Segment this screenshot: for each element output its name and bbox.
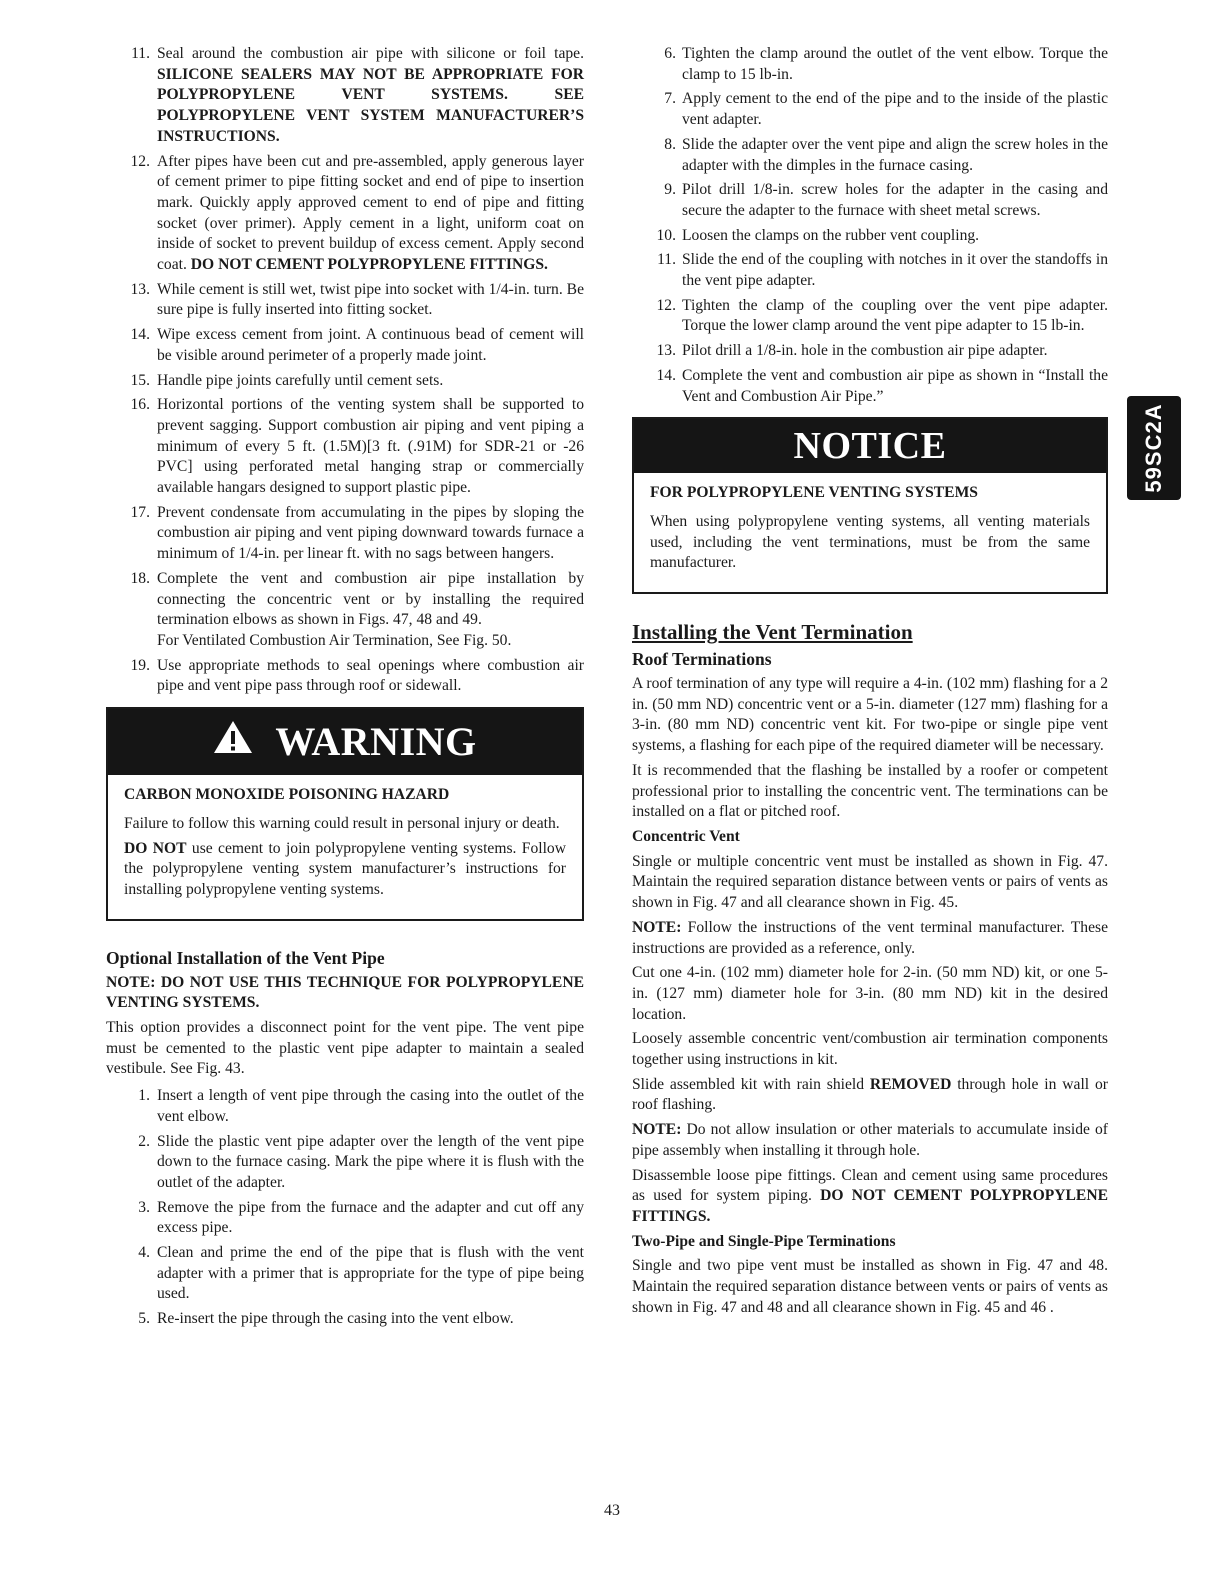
optional-step-2: 2. Slide the plastic vent pipe adapter over the length of the vent pipe down to the furnace casing. Mark the pipe where it is flush with the outlet of the adapter. xyxy=(138,1132,584,1191)
disassemble-paragraph: Disassemble loose pipe fittings. Clean and cement using same procedures as used for system piping. DO NOT CEMENT POLYPROPYLENE FITTINGS. xyxy=(632,1166,1108,1225)
step-12: 12. After pipes have been cut and pre-assembled, apply generous layer of cement primer to pipe fitting socket and end of pipe to insertion mark. Quickly apply approved cement to end of pipe and fitting socket (over primer). Apply cement in a light, uniform coat on inside of socket to prevent buildup of excess cement. Apply second coat. DO NOT CEMENT POLYPROPYLENE FITTINGS. xyxy=(130,152,584,274)
notice-title: FOR POLYPROPYLENE VENTING SYSTEMS xyxy=(650,484,978,502)
step-15: 15. Handle pipe joints carefully until cement sets. xyxy=(130,371,444,389)
optional-step-8: 8. Slide the adapter over the vent pipe and align the screw holes in the adapter with the dimples in the furnace casing. xyxy=(664,135,1108,174)
installing-vent-termination-heading: Installing the Vent Termination xyxy=(632,620,913,645)
loosely-assemble-paragraph: Loosely assemble concentric vent/combustion air termination components together using instructions in kit. xyxy=(632,1030,1108,1069)
optional-step-10: 10. Loosen the clamps on the rubber vent coupling. xyxy=(656,226,980,244)
step-17: 17. Prevent condensate from accumulating in the pipes by sloping the combustion air piping and vent piping downward towards furnace a minimum of 1/4-in. per linear ft. with no sags between hangers. xyxy=(130,503,584,563)
optional-step-14: 14. Complete the vent and combustion air pipe as shown in “Install the Vent and Combustion Air Pipe.” xyxy=(656,366,1108,405)
optional-step-7: 7. Apply cement to the end of the pipe and to the inside of the plastic vent adapter. xyxy=(664,90,1108,129)
right-column xyxy=(632,44,1108,1322)
warning-text-2: DO NOT use cement to join polypropylene venting systems. Follow the polypropylene venting system manufacturer’s instructions for installing polypropylene venting systems. xyxy=(124,839,566,898)
optional-step-13: 13. Pilot drill a 1/8-in. hole in the combustion air pipe adapter. xyxy=(656,342,1048,360)
roof-terminations-heading: Roof Terminations xyxy=(632,649,772,670)
warning-text-1: Failure to follow this warning could result in personal injury or death. xyxy=(124,814,560,832)
step-13: 13. While cement is still wet, twist pipe into socket with 1/4-in. turn. Be sure pipe is fully inserted into fitting socket. xyxy=(130,280,584,319)
concentric-vent-heading: Concentric Vent xyxy=(632,827,740,845)
page-number: 43 xyxy=(604,1502,620,1519)
two-pipe-paragraph: Single and two pipe vent must be installed as shown in Fig. 47 and 48. Maintain the required separation distance between vents or pairs of vents as shown in Fig. 47 and 48 and all clearance shown in Fig. 45 and 46 . xyxy=(632,1257,1108,1316)
optional-step-1: 1. Insert a length of vent pipe through the casing into the outlet of the vent elbow. xyxy=(138,1087,584,1125)
optional-step-5: 5. Re-insert the pipe through the casing into the vent elbow. xyxy=(138,1310,514,1328)
optional-step-9: 9. Pilot drill 1/8-in. screw holes for the adapter in the casing and secure the adapter to the furnace with sheet metal screws. xyxy=(664,181,1108,219)
optional-note: NOTE: DO NOT USE THIS TECHNIQUE FOR POLYPROPYLENE VENTING SYSTEMS. xyxy=(106,973,584,1012)
note-2: NOTE: Do not allow insulation or other materials to accumulate inside of pipe assembly when installing it through hole. xyxy=(632,1121,1108,1159)
step-16: 16. Horizontal portions of the venting system shall be supported to prevent sagging. Support combustion air piping and vent piping a minimum of every 5 ft. (1.5M)[3 ft. (.91M) for SDR-21 or -26 PVC] using perforated metal hanging strap or commercially available hangars designed to support plastic pipe. xyxy=(130,396,584,497)
step-14: 14. Wipe excess cement from joint. A continuous bead of cement will be visible around perimeter of a properly made joint. xyxy=(130,326,584,364)
notice-text: When using polypropylene venting systems, all venting materials used, including the vent terminations, must be from the same manufacturer. xyxy=(650,512,1090,572)
step-18: 18. Complete the vent and combustion air pipe installation by connecting the concentric vent or by installing the required termination elbows as shown in Figs. 47, 48 and 49. For Ventilated Combustion Air Termination, See Fig. 50. xyxy=(130,569,584,649)
warning-header: WARNING xyxy=(108,709,582,775)
procedure-steps-continued xyxy=(106,44,584,697)
optional-installation-heading: Optional Installation of the Vent Pipe xyxy=(106,947,385,968)
optional-step-6: 6. Tighten the clamp around the outlet of the vent elbow. Torque the clamp to 15 lb-in. xyxy=(664,45,1108,83)
step-19: 19. Use appropriate methods to seal openings where combustion air pipe and vent pipe pass through roof or sidewall. xyxy=(130,656,584,695)
left-column xyxy=(106,44,584,1334)
two-pipe-heading: Two-Pipe and Single-Pipe Terminations xyxy=(632,1232,896,1250)
roof-paragraph-1: A roof termination of any type will require a 4-in. (102 mm) flashing for a 2 in. (50 mm ND) concentric vent or a 5-in. diameter (127 mm) flashing for a 3-in. (80 mm ND) concentric vent kit. For two-pipe or single pipe vent systems, a flashing for each pipe of the required diameter will be necessary. xyxy=(632,675,1108,755)
warning-title: CARBON MONOXIDE POISONING HAZARD xyxy=(124,786,450,804)
optional-step-12: 12. Tighten the clamp of the coupling over the vent pipe adapter. Torque the lower clamp around the vent pipe adapter to 15 lb-in. xyxy=(656,296,1108,335)
note-1: NOTE: Follow the instructions of the vent terminal manufacturer. These instructions are provided as a reference, only. xyxy=(632,918,1108,957)
notice-header: NOTICE xyxy=(634,419,1106,473)
step-11: 11. Seal around the combustion air pipe with silicone or foil tape. SILICONE SEALERS MAY NOT BE APPROPRIATE FOR POLYPROPYLENE VENT SYSTEMS. SEE POLYPROPYLENE VENT SYSTEM MANUFACTURER’S INSTRUCTIONS. xyxy=(131,45,584,145)
concentric-paragraph: Single or multiple concentric vent must be installed as shown in Fig. 47. Maintain the required separation distance between vents or pairs of vents as shown in Fig. 47 and all clearance shown in Fig. 45. xyxy=(632,852,1108,912)
warning-body xyxy=(108,775,582,919)
optional-step-4: 4. Clean and prime the end of the pipe that is flush with the vent adapter with a primer that is appropriate for the type of pipe being used. xyxy=(138,1244,584,1303)
roof-paragraph-2: It is recommended that the flashing be installed by a roofer or competent professional prior to installing the concentric vent. The terminations can be installed on a flat or pitched roof. xyxy=(632,761,1108,821)
warning-triangle-icon xyxy=(213,708,253,774)
notice-box xyxy=(632,417,1108,594)
optional-step-3: 3. Remove the pipe from the furnace and the adapter and cut off any excess pipe. xyxy=(138,1198,584,1237)
warning-box xyxy=(106,707,584,921)
model-side-tab: 59SC2A xyxy=(1127,396,1181,500)
optional-intro: This option provides a disconnect point for the vent pipe. The vent pipe must be cemented to the plastic vent pipe adapter to maintain a sealed vestibule. See Fig. 43. xyxy=(106,1019,584,1078)
slide-kit-paragraph: Slide assembled kit with rain shield REMOVED through hole in wall or roof flashing. xyxy=(632,1075,1108,1114)
optional-step-11: 11. Slide the end of the coupling with notches in it over the standoffs in the vent pipe adapter. xyxy=(657,251,1108,290)
optional-steps xyxy=(106,1086,584,1330)
cut-hole-paragraph: Cut one 4-in. (102 mm) diameter hole for 2-in. (50 mm ND) kit, or one 5-in. (127 mm) diameter hole for 3-in. (80 mm ND) kit in the desired location. xyxy=(632,964,1108,1023)
optional-steps-continued xyxy=(632,44,1108,407)
notice-body xyxy=(634,473,1106,592)
